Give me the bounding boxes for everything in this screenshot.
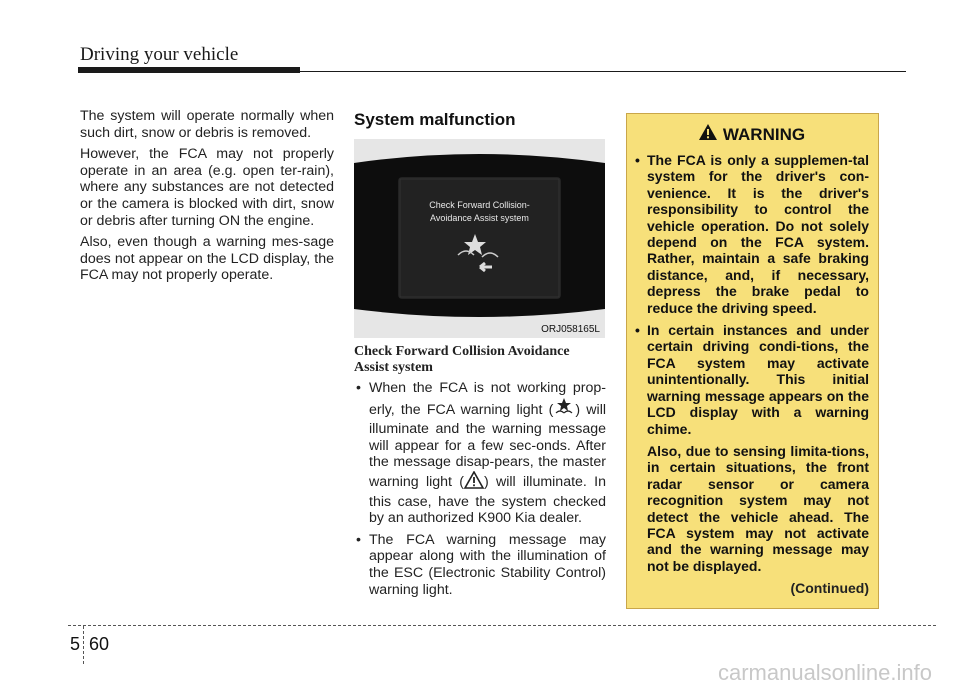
header-bar (78, 67, 300, 73)
warning-title: WARNING (722, 124, 806, 144)
page-number: 60 (89, 634, 110, 654)
section-number: 5 (70, 634, 81, 654)
master-warning-icon (464, 471, 484, 494)
left-column (80, 108, 334, 289)
subsection-title: Check Forward Collision Avoidance Assist system (354, 344, 570, 375)
footer-rule (68, 625, 936, 626)
paragraph: However, the FCA may not properly operate in an area (e.g. open ter-rain), where any substances are not detected or the camera is blocked with dirt, snow or debris after turning ON the engine. (80, 146, 334, 229)
cluster-display-image (354, 139, 605, 338)
malfunction-list (354, 380, 606, 603)
continued-label: (Continued) (790, 580, 869, 597)
list-item: • When the FCA is not working prop-erly, the FCA warning light ( ) will illuminate and the warning message will appear for a few sec-onds. After the message disap-pears, the master warning light ( ) will illuminate. In this case, have the system checked by an authorized K900 Kia dealer. (354, 380, 606, 527)
display-message-line1: Check Forward Collision- (429, 200, 530, 210)
warning-triangle-icon (699, 124, 717, 145)
watermark: carmanualsonline.info (717, 660, 932, 685)
fca-warning-light-icon (553, 397, 575, 422)
section-title: System malfunction (354, 110, 516, 129)
warning-list (635, 152, 869, 574)
image-code: ORJ058165L (541, 324, 600, 335)
warning-heading (635, 124, 869, 145)
warning-box (626, 113, 879, 609)
header-rule (300, 71, 906, 72)
list-item: • The FCA is only a supplemen-tal system for the driver's con-venience. It is the driver's responsibility to control the vehicle operation. Do not solely depend on the FCA system. Rather, maintain a safe braking distance, and, if necessary, depress the brake pedal to reduce the driving speed. (635, 152, 869, 316)
paragraph: Also, even though a warning mes-sage does not appear on the LCD display, the FCA may not properly operate. (80, 234, 334, 284)
display-message-line2: Avoidance Assist system (430, 213, 529, 223)
footer-divider (83, 626, 84, 664)
list-item: • In certain instances and under certain driving condi-tions, the FCA system may activate unintentionally. This initial warning message appears on the LCD display with a warning chime. (635, 322, 869, 437)
list-item: • The FCA warning message may appear along with the illumination of the ESC (Electronic Stability Control) warning light. (354, 532, 606, 598)
list-item: Also, due to sensing limita-tions, in certain situations, the front radar sensor or camera recognition system may not detect the vehicle ahead. The FCA system may not activate and the warning message may not be displayed. (647, 442, 869, 574)
page-header-title: Driving your vehicle (80, 44, 239, 65)
paragraph: The system will operate normally when such dirt, snow or debris is removed. (80, 108, 334, 141)
